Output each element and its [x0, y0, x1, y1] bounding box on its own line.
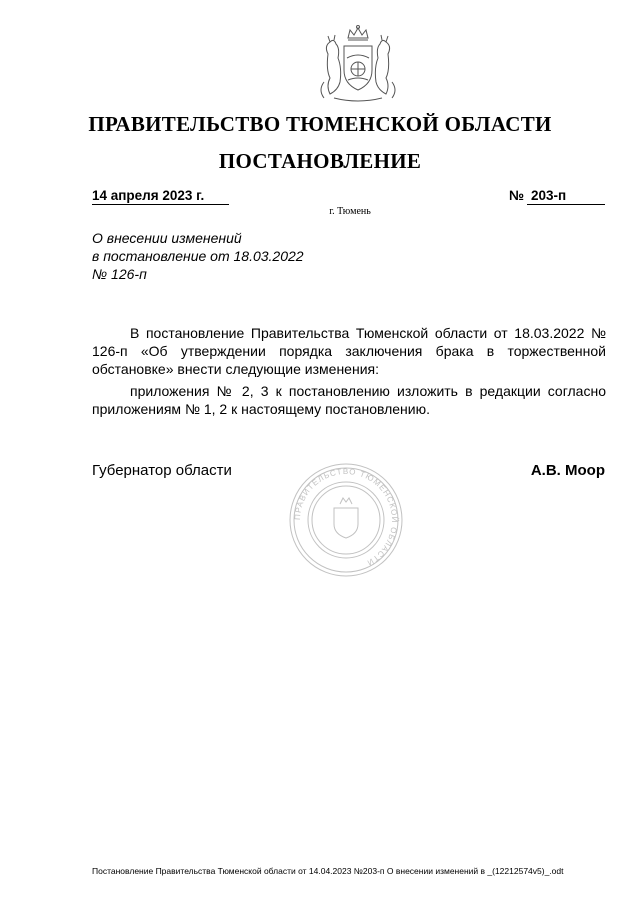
government-name: ПРАВИТЕЛЬСТВО ТЮМЕНСКОЙ ОБЛАСТИ: [88, 112, 552, 136]
document-date: 14 апреля 2023 г.: [92, 188, 229, 205]
subject-line: № 126-п: [92, 266, 147, 282]
number-sign: №: [509, 188, 525, 203]
document-type: ПОСТАНОВЛЕНИЕ: [218, 149, 422, 173]
seal-icon: [288, 462, 404, 578]
body-paragraph: В постановление Правительства Тюменской области от 18.03.2022 № 126-п «Об утверждении порядка заключения брака в торжественной обстановке» внести следующие изменения:: [92, 325, 606, 377]
seal-text: ПРАВИТЕЛЬСТВО ТЮМЕНСКОЙ ОБЛАСТИ: [292, 466, 400, 568]
signatory-title: Губернатор области: [92, 462, 232, 479]
document-subject: [92, 229, 304, 283]
subject-line: в постановление от 18.03.2022: [92, 248, 304, 264]
coat-of-arms-icon: [316, 24, 400, 104]
document-number: 203-п: [527, 188, 605, 205]
document-body: [92, 324, 606, 418]
subject-line: О внесении изменений: [92, 230, 242, 246]
signatory-name: А.В. Моор: [530, 462, 605, 479]
document-footer: Постановление Правительства Тюменской области от 14.04.2023 №203-п О внесении изменений в _(12212574v5)_.odt: [92, 866, 564, 876]
body-paragraph: приложения № 2, 3 к постановлению изложить в редакции согласно приложениям № 1, 2 к настоящему постановлению.: [92, 383, 606, 417]
city-label: г. Тюмень: [329, 206, 371, 217]
